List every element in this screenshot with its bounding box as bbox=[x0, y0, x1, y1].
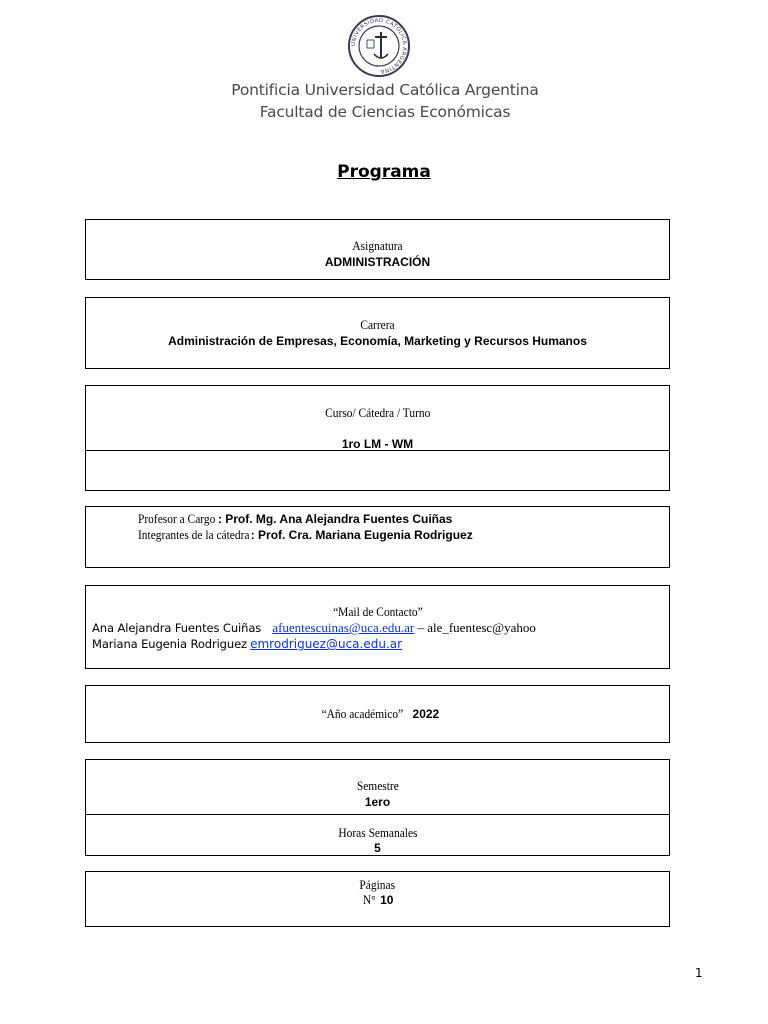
semestre-box bbox=[85, 759, 670, 856]
anio-label: “Año académico” bbox=[321, 706, 403, 721]
page-title: Programa bbox=[337, 162, 431, 182]
paginas-box bbox=[85, 871, 670, 927]
page-number: 1 bbox=[695, 966, 703, 980]
paginas-value: 10 bbox=[380, 893, 394, 907]
profesor-cargo-value: : Prof. Mg. Ana Alejandra Fuentes Cuiñas bbox=[217, 512, 453, 526]
paginas-label: Páginas bbox=[359, 877, 396, 892]
anio-box bbox=[85, 685, 670, 743]
email-link[interactable]: afuentescuinas@uca.edu.ar bbox=[272, 620, 415, 635]
asignatura-box bbox=[85, 219, 670, 280]
asignatura-label: Asignatura bbox=[352, 238, 403, 253]
horas-value: 5 bbox=[374, 841, 381, 855]
carrera-box bbox=[85, 297, 670, 369]
contacto-label: “Mail de Contacto” bbox=[332, 604, 423, 619]
curso-box bbox=[85, 385, 670, 491]
integrantes-value: : Prof. Cra. Mariana Eugenia Rodriguez bbox=[250, 528, 473, 542]
paginas-prefix: N° bbox=[362, 892, 376, 907]
carrera-label: Carrera bbox=[360, 317, 395, 332]
contact-extra: – ale_fuentesc@yahoo bbox=[414, 620, 536, 635]
carrera-value: Administración de Empresas, Economía, Marketing y Recursos Humanos bbox=[168, 334, 587, 348]
profesor-cargo-label: Profesor a Cargo bbox=[138, 511, 216, 526]
faculty-name: Facultad de Ciencias Económicas bbox=[259, 103, 511, 121]
curso-label: Curso/ Cátedra / Turno bbox=[324, 405, 431, 420]
asignatura-value: ADMINISTRACIÓN bbox=[324, 255, 431, 269]
integrantes-label: Integrantes de la cátedra bbox=[138, 527, 250, 542]
semestre-value: 1ero bbox=[364, 795, 391, 809]
contact-name: Ana Alejandra Fuentes Cuiñas bbox=[92, 621, 262, 635]
horas-label: Horas Semanales bbox=[337, 825, 418, 840]
contact-row bbox=[92, 620, 536, 636]
semestre-divider bbox=[86, 814, 669, 815]
university-name: Pontificia Universidad Católica Argentina bbox=[231, 81, 539, 99]
document-header bbox=[230, 14, 540, 122]
semestre-label: Semestre bbox=[356, 778, 399, 793]
contact-row bbox=[92, 637, 402, 652]
anio-value: 2022 bbox=[412, 707, 440, 721]
email-link[interactable]: emrodriguez@uca.edu.ar bbox=[250, 637, 403, 651]
profesor-box bbox=[85, 506, 670, 568]
curso-divider bbox=[86, 450, 669, 451]
curso-value: 1ro LM - WM bbox=[341, 437, 414, 451]
university-seal-icon bbox=[347, 14, 411, 78]
seal-text: UNIVERSIDAD CATÓLICA ARGENTINA bbox=[350, 17, 408, 75]
contacto-box bbox=[85, 585, 670, 669]
contact-name: Mariana Eugenia Rodriguez bbox=[92, 637, 247, 651]
